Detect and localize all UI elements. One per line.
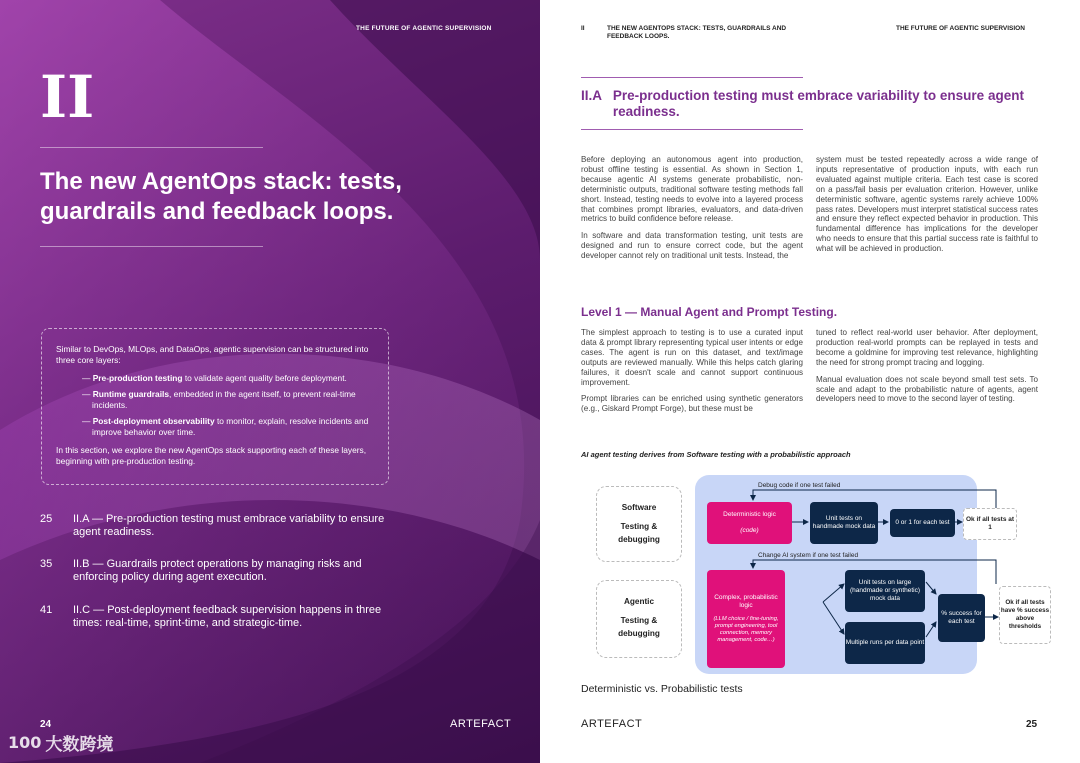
running-head-title: THE FUTURE OF AGENTIC SUPERVISION [896, 25, 1025, 32]
figure-footer: Deterministic vs. Probabilistic tests [581, 683, 743, 695]
running-head-num: II [581, 25, 585, 32]
watermark-text: 大数跨境 [45, 735, 114, 754]
layer-list [56, 373, 374, 438]
toc-text: II.B — Guardrails protect operations by managing risks and enforcing policy during agent execution. [73, 558, 362, 583]
paragraph: system must be tested repeatedly across a wide range of inputs representative of production inputs, with each run evaluated against multiple criteria. Each test case is scored on a pass/fail basis per evaluation criterion. However, unlike deterministic software, agentic systems rarely achieve 100% pass rates. Developers must interpret statistical success rates and ensure they reflect expected behavior in production. This fundamental difference has implications for the developer who needs to ensure that this partial success rate is faithful to what will be achieved in production. [816, 155, 1038, 254]
body-column [581, 155, 803, 268]
toc-entry[interactable] [40, 604, 393, 630]
artefact-logo: ARTEFACT [581, 718, 643, 730]
list-item: — Post-deployment observability to monitor, explain, resolve incidents and improve behavior over time. [82, 416, 369, 437]
change-arrow-label: Change AI system if one test failed [758, 552, 859, 559]
toc-page: 35 [40, 558, 53, 570]
body-column [816, 155, 1038, 261]
toc-page: 25 [40, 513, 53, 525]
ok-all-tests-box: Ok if all tests at 1 [963, 508, 1017, 540]
deterministic-logic-box: Deterministic logic (code) [707, 502, 792, 544]
figure-caption: AI agent testing derives from Software testing with a probabilistic approach [581, 450, 851, 459]
right-page [540, 0, 1080, 763]
paragraph: Before deploying an autonomous agent into production, robust offline testing is essential. As shown in Section 1, because agentic AI systems generate probabilistic, non-deterministic outputs, traditional software testing methods fall short. Instead, testing needs to evolve into a layered process that combines prompt libraries, evaluators, and data-driven metrics to build confidence before release. [581, 155, 803, 224]
level-heading: Level 1 — Manual Agent and Prompt Testing. [581, 305, 838, 319]
complex-logic-box: Complex, probabilistic logic (LLM choice / fine-tuning, prompt engineering, tool connection, memory management, code…) [707, 570, 785, 668]
section-heading: Pre-production testing must embrace variability to ensure agent readiness. [612, 88, 1024, 119]
divider [581, 129, 803, 130]
watermark [8, 730, 113, 755]
paragraph: In software and data transformation testing, unit tests are designed and run to ensure correct code, but the agent developer cannot rely on traditional unit tests. Instead, the [581, 231, 803, 261]
section-number: II.A [581, 88, 603, 103]
section-title [581, 88, 1051, 120]
unit-tests-large-box: Unit tests on large (handmade or synthetic) mock data [845, 570, 925, 612]
body-column [581, 328, 803, 421]
artefact-logo: ARTEFACT [450, 718, 512, 730]
toc-text: II.C — Post-deployment feedback supervision happens in three times: real-time, sprint-time, and strategic-time. [73, 604, 382, 629]
page-number: 24 [40, 719, 52, 730]
diagram-arrows [592, 472, 1022, 682]
watermark-icon: 100 [8, 733, 42, 752]
paragraph: Manual evaluation does not scale beyond small test sets. To scale and adapt to the probabilistic nature of agents, agent developers need to move to the second layer of testing. [816, 374, 1038, 404]
pct-success-box: % success for each test [938, 594, 985, 642]
divider [581, 77, 803, 78]
toc-entry[interactable] [40, 513, 393, 539]
running-head-section: THE NEW AGENTOPS STACK: TESTS, GUARDRAILS AND FEEDBACK LOOPS. [607, 25, 787, 40]
paragraph: tuned to reflect real-world user behavior. After deployment, production real-world prompts can be replayed in tests and become a goldmine for improving test relevance, highlighting the need for strong prompt tracing and logging. [816, 328, 1038, 367]
testing-diagram [592, 472, 1050, 682]
list-item: — Pre-production testing to validate agent quality before deployment. [82, 373, 347, 383]
binary-score-box: 0 or 1 for each test [890, 509, 955, 537]
multiple-runs-box: Multiple runs per data point [845, 622, 925, 664]
callout-box [41, 328, 389, 485]
chapter-numeral: II [40, 63, 95, 131]
callout-outro: In this section, we explore the new AgentOps stack supporting each of these layers, beginning with pre-production testing. [56, 445, 367, 466]
body-column [816, 328, 1038, 411]
debug-arrow-label: Debug code if one test failed [758, 482, 841, 489]
toc-page: 41 [40, 604, 53, 616]
running-head: THE FUTURE OF AGENTIC SUPERVISION [356, 25, 492, 32]
paragraph: The simplest approach to testing is to use a curated input data & prompt library representing typical user intents or edge cases. The agent is run on this dataset, and text/image outputs are reviewed manually. While this helps catch glaring failures, it doesn't scale and cannot support continuous improvement. [581, 328, 803, 387]
chapter-title: The new AgentOps stack: tests, guardrails and feedback loops. [40, 168, 402, 225]
software-label-box: Software Testing & debugging [596, 486, 682, 562]
ok-threshold-box: Ok if all tests have % success above thresholds [999, 586, 1051, 644]
toc-entry[interactable] [40, 558, 393, 584]
divider [40, 246, 263, 247]
callout-intro: Similar to DevOps, MLOps, and DataOps, agentic supervision can be structured into three core layers: [56, 344, 369, 365]
toc-text: II.A — Pre-production testing must embrace variability to ensure agent readiness. [73, 513, 385, 538]
divider [40, 147, 263, 148]
list-item: — Runtime guardrails, embedded in the agent itself, to prevent real-time incidents. [82, 389, 356, 410]
page-number: 25 [1026, 719, 1038, 730]
unit-tests-handmade-box: Unit tests on handmade mock data [810, 502, 878, 544]
agentic-label-box: Agentic Testing & debugging [596, 580, 682, 658]
paragraph: Prompt libraries can be enriched using synthetic generators (e.g., Giskard Prompt Forge), but these must be [581, 394, 803, 414]
